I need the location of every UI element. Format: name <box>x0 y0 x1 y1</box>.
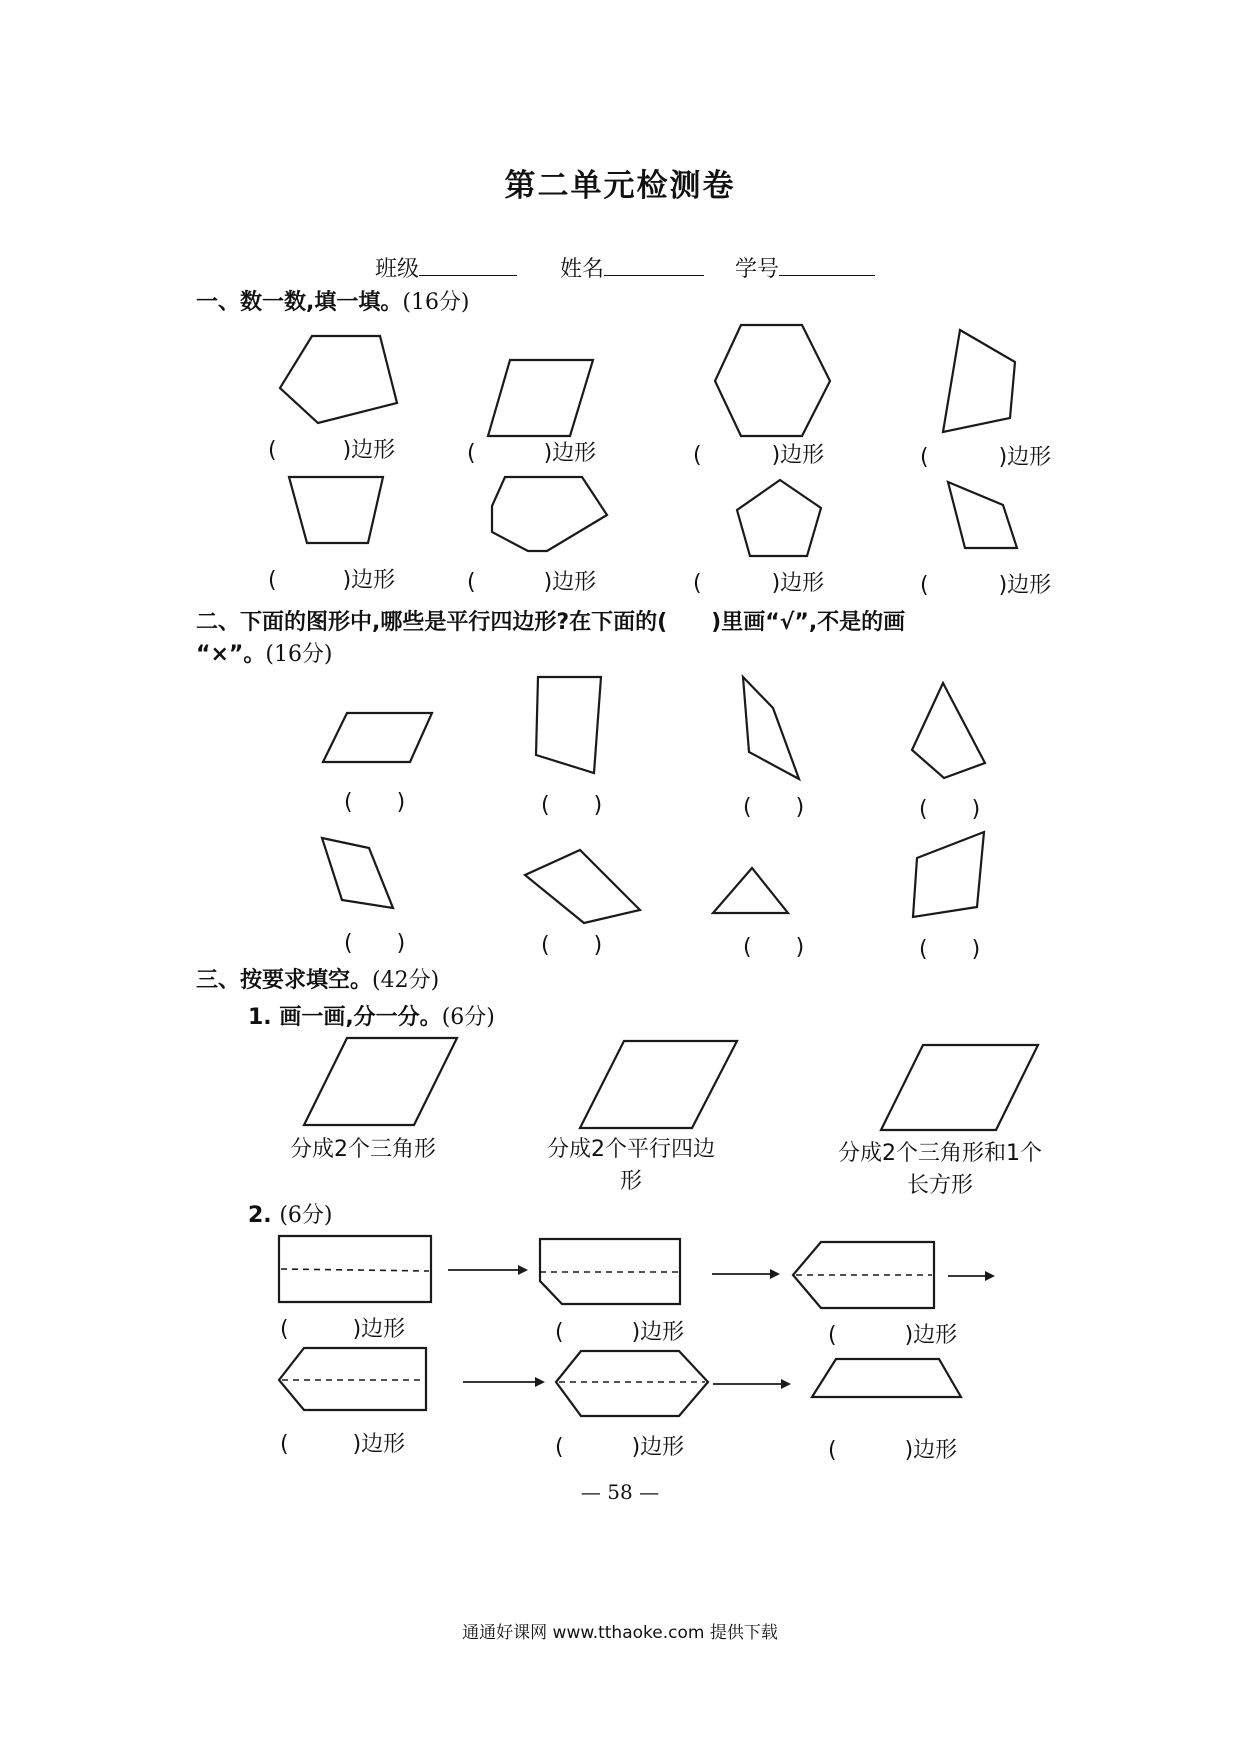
rectangle-folded-shape <box>279 1236 431 1302</box>
check-answer-paren[interactable]: ( ) <box>541 933 603 958</box>
q1-caption-3: 分成2个三角形和1个长方形 <box>838 1141 1042 1198</box>
check-answer-paren[interactable]: ( ) <box>919 797 981 822</box>
check-answer-paren[interactable]: ( ) <box>919 937 981 962</box>
answer-label: ( )边形 <box>280 1432 406 1457</box>
class-label: 班级 <box>375 257 420 282</box>
parallelogram-to-divide-2 <box>580 1041 737 1128</box>
hexagon-irregular-shape <box>492 477 607 551</box>
section3-heading: 三、按要求填空。(42分) <box>196 968 440 993</box>
check-answer-paren[interactable]: ( ) <box>344 790 406 815</box>
section2-points: (16分) <box>265 642 333 667</box>
parallelogram-shape <box>488 360 593 436</box>
page-title: 第二单元检测卷 <box>504 168 736 204</box>
answer-label: ( )边形 <box>467 441 597 466</box>
kite-shape <box>912 683 985 778</box>
parallelogram-shape <box>525 850 640 923</box>
answer-label: ( )边形 <box>555 1320 685 1345</box>
answer-label: ( )边形 <box>693 571 825 596</box>
fold-line <box>281 1269 429 1271</box>
number-label: 学号 <box>735 257 780 282</box>
q2-label: 2. (6分) <box>248 1203 333 1228</box>
section3-points: (42分) <box>372 968 440 993</box>
answer-label: ( )边形 <box>828 1438 958 1463</box>
name-label: 姓名 <box>560 257 605 282</box>
arrow-head <box>770 1269 780 1279</box>
parallelogram-shape <box>322 838 393 908</box>
arrow-head <box>535 1377 545 1387</box>
arrow-head <box>518 1265 528 1275</box>
answer-label: ( )边形 <box>693 443 825 468</box>
answer-label: ( )边形 <box>920 445 1052 470</box>
trapezoid-result-shape <box>812 1359 961 1397</box>
answer-label: ( )边形 <box>555 1435 685 1460</box>
answer-label: ( )边形 <box>280 1317 406 1342</box>
q1-caption-1: 分成2个三角形 <box>290 1137 436 1162</box>
pentagon-regular-shape <box>737 480 821 556</box>
parallelogram-to-divide-1 <box>304 1038 457 1125</box>
page-number: — 58 — <box>580 1480 660 1504</box>
pentagon-folded-shape <box>279 1348 426 1410</box>
triangle-shape <box>713 868 788 913</box>
section1-heading-text: 一、数一数,填一填。 <box>196 290 403 315</box>
section2-heading: 二、下面的图形中,哪些是平行四边形?在下面的( )里画“√”,不是的画 <box>196 610 906 635</box>
q1-label: 1. 画一画,分一分。(6分) <box>248 1005 495 1030</box>
footer-credit: 通通好课网 www.tthaoke.com 提供下载 <box>462 1623 778 1643</box>
check-answer-paren[interactable]: ( ) <box>743 795 805 820</box>
parallelogram-tall-shape <box>743 677 799 779</box>
check-answer-paren[interactable]: ( ) <box>743 935 805 960</box>
quadrilateral-shape <box>943 330 1015 432</box>
q1-points: (6分) <box>441 1005 495 1030</box>
q2-points: (6分) <box>279 1203 333 1228</box>
answer-label: ( )边形 <box>828 1323 958 1348</box>
section1-points: (16分) <box>402 290 470 315</box>
q1-caption-2: 分成2个平行四边形 <box>547 1137 715 1194</box>
parallelogram-to-divide-3 <box>881 1045 1038 1130</box>
hexagon-shape <box>715 325 830 436</box>
trapezoid-shape <box>536 677 601 773</box>
arrow-head <box>985 1271 995 1281</box>
answer-label: ( )边形 <box>268 568 396 593</box>
answer-label: ( )边形 <box>920 573 1052 598</box>
check-answer-paren[interactable]: ( ) <box>344 931 406 956</box>
check-answer-paren[interactable]: ( ) <box>541 793 603 818</box>
trapezoid-shape <box>289 477 383 543</box>
arrow-head <box>781 1379 791 1389</box>
pentagon-shape <box>280 336 397 423</box>
parallelogram-shape <box>323 713 432 762</box>
hexagon-folded-shape <box>556 1351 708 1416</box>
section2-heading-line2: “×”。(16分) <box>196 642 333 667</box>
answer-label: ( )边形 <box>467 570 597 595</box>
parallelogram-shape <box>913 832 984 917</box>
kite-shape <box>948 482 1017 548</box>
answer-label: ( )边形 <box>268 438 396 463</box>
